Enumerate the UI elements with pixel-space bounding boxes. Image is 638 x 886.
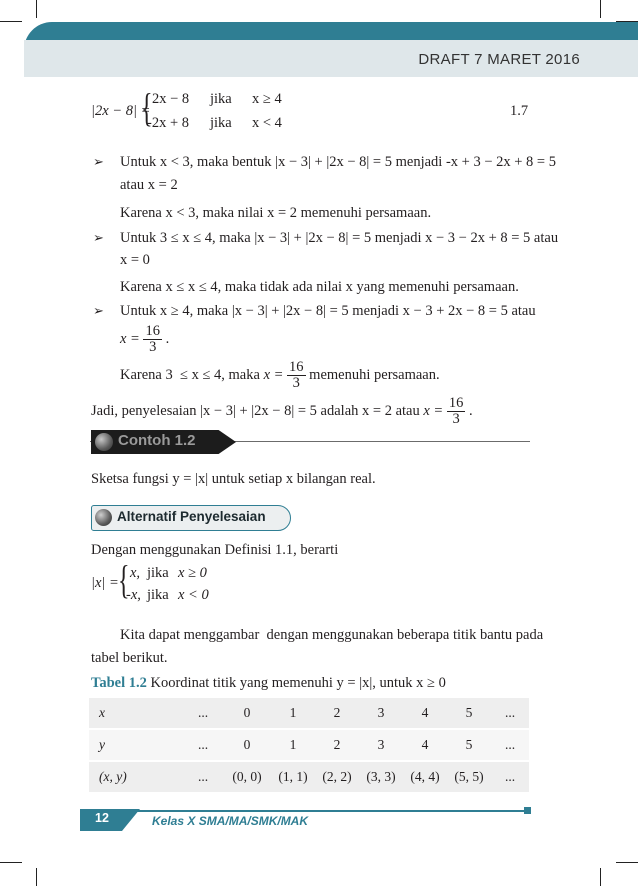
piece-word: jika [147, 587, 169, 603]
equation-number: 1.7 [510, 103, 529, 119]
piece-cond: x < 4 [252, 115, 282, 131]
caption-text: Koordinat titik yang memenuhi y = |x|, untuk x ≥ 0 [150, 675, 446, 691]
note-post: memenuhi persamaan. [309, 366, 440, 383]
brace: { [141, 85, 153, 130]
table-cell: 0 [223, 729, 271, 761]
x-equals: x = [423, 402, 444, 419]
definition-lhs: |x| = [91, 575, 119, 591]
table-cell: ... [183, 729, 223, 761]
table-cell: 2 [315, 729, 359, 761]
note-pre: Karena 3 ≤ x ≤ 4, maka [120, 366, 260, 383]
globe-icon [95, 433, 113, 451]
fraction-num: 16 [448, 395, 464, 411]
coordinate-table [89, 698, 529, 794]
table-cell: 4 [403, 698, 447, 729]
fraction [143, 324, 162, 355]
table-cell: 4 [403, 729, 447, 761]
x-equals: x = [120, 330, 140, 347]
case-3-note [120, 360, 440, 391]
book-title: Kelas X SMA/MA/SMK/MAK [152, 814, 309, 828]
conclusion [91, 396, 473, 427]
table-caption [91, 674, 446, 692]
table-cell: (3, 3) [359, 761, 403, 793]
table-cell: y [89, 729, 183, 761]
piece-word: jika [210, 91, 232, 107]
definition-intro: Dengan menggunakan Definisi 1.1, berarti [91, 542, 339, 558]
table-cell: ... [183, 761, 223, 793]
problem-statement: Sketsa fungsi y = |x| untuk setiap x bilangan real. [91, 471, 376, 487]
table-cell: x [89, 698, 183, 729]
crop-mark [600, 868, 601, 886]
conclusion-text: Jadi, penyelesaian |x − 3| + |2x − 8| = 5 adalah x = 2 atau [91, 402, 420, 419]
table-cell: (5, 5) [447, 761, 491, 793]
case-1-line-1: Untuk x < 3, maka bentuk |x − 3| + |2x − 8| = 5 menjadi -x + 3 − 2x + 8 = 5 [120, 154, 556, 170]
table-cell: ... [491, 761, 529, 793]
table-cell: (0, 0) [223, 761, 271, 793]
table-cell: (1, 1) [271, 761, 315, 793]
table-cell: 2 [315, 698, 359, 729]
table-cell: ... [491, 729, 529, 761]
x-equals: x = [263, 366, 284, 383]
bullet-arrow-icon: ➢ [93, 303, 104, 318]
bullet-arrow-icon: ➢ [93, 154, 104, 169]
table-row [89, 698, 529, 729]
case-2-line-1: Untuk 3 ≤ x ≤ 4, maka |x − 3| + |2x − 8| = 5 menjadi x − 3 − 2x + 8 = 5 atau [120, 230, 559, 246]
fraction-den: 3 [452, 411, 460, 427]
fraction-num: 16 [289, 359, 304, 375]
footer-square [524, 807, 531, 814]
table-cell: 3 [359, 698, 403, 729]
table-cell: 3 [359, 729, 403, 761]
period: . [468, 402, 473, 419]
piece-cond: x < 0 [178, 587, 209, 603]
table-cell: ... [183, 698, 223, 729]
crop-mark [0, 21, 22, 22]
fraction [447, 396, 466, 427]
case-1-note: Karena x < 3, maka nilai x = 2 memenuhi persamaan. [120, 205, 432, 221]
table-row [89, 729, 529, 761]
piece-expr: -2x + 8 [147, 115, 190, 131]
piece-expr: x, [130, 565, 141, 581]
page-number: 12 [95, 811, 109, 825]
table-cell: (2, 2) [315, 761, 359, 793]
fraction-num: 16 [145, 323, 160, 339]
fraction-den: 3 [149, 339, 157, 355]
caption-label: Tabel 1.2 [91, 675, 147, 691]
table-cell: 1 [271, 729, 315, 761]
piece-cond: x ≥ 4 [252, 91, 282, 107]
table-cell: 1 [271, 698, 315, 729]
bullet-arrow-icon: ➢ [93, 230, 104, 245]
case-3-line-1: Untuk x ≥ 4, maka |x − 3| + |2x − 8| = 5 menjadi x − 3 + 2x − 8 = 5 atau [120, 303, 536, 319]
piece-cond: x ≥ 0 [178, 565, 207, 581]
footer-rule [116, 810, 526, 812]
brace: { [118, 557, 130, 602]
piece-word: jika [210, 115, 232, 131]
piece-expr: -x, [126, 587, 141, 603]
case-2-line-2: x = 0 [120, 252, 150, 268]
crop-mark [36, 868, 37, 886]
case-3-result [120, 324, 169, 355]
table-cell: 5 [447, 698, 491, 729]
table-cell: (4, 4) [403, 761, 447, 793]
table-cell: (x, y) [89, 761, 183, 793]
paragraph-line-2: tabel berikut. [91, 650, 168, 666]
table-row [89, 761, 529, 793]
draft-label: DRAFT 7 MARET 2016 [418, 51, 580, 68]
alt-label: Alternatif Penyelesaian [117, 509, 266, 524]
globe-icon [95, 509, 112, 526]
piece-expr: 2x − 8 [152, 91, 190, 107]
table-cell: ... [491, 698, 529, 729]
crop-mark [616, 862, 638, 863]
crop-mark [600, 0, 601, 18]
fraction-den: 3 [292, 375, 300, 391]
piece-word: jika [147, 565, 169, 581]
crop-mark [36, 0, 37, 18]
contoh-label: Contoh 1.2 [118, 432, 196, 449]
period: . [165, 330, 170, 347]
equation-lhs: |2x − 8| = [91, 103, 151, 119]
fraction [287, 360, 306, 391]
crop-mark [0, 862, 22, 863]
case-1-line-2: atau x = 2 [120, 177, 178, 193]
paragraph-line-1: Kita dapat menggambar dengan menggunakan beberapa titik bantu pada [120, 627, 544, 643]
table-cell: 5 [447, 729, 491, 761]
table-cell: 0 [223, 698, 271, 729]
case-2-note: Karena x ≤ x ≤ 4, maka tidak ada nilai x yang memenuhi persamaan. [120, 279, 519, 295]
